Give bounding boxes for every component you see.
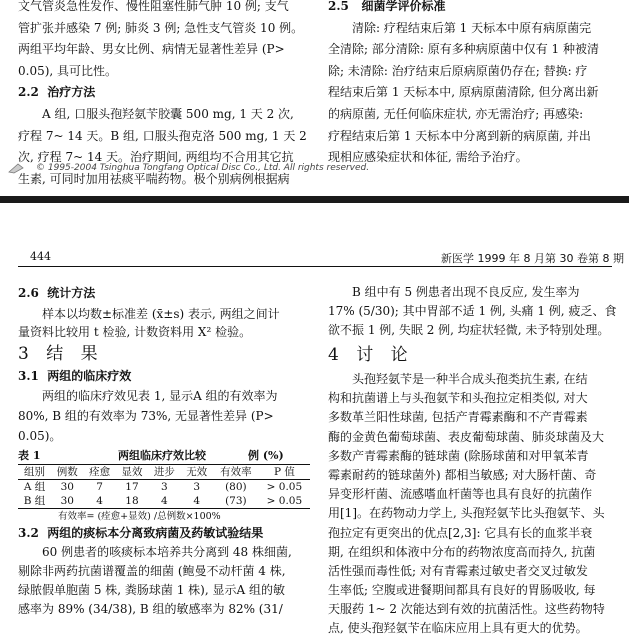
table-header-cell: 例数	[51, 464, 83, 479]
text-line: 0.05), 具可比性。	[18, 63, 118, 78]
table-header-cell: 痊愈	[83, 464, 115, 479]
table-cell: A 组	[23, 480, 46, 493]
page-curl-icon	[8, 162, 24, 174]
table-header-cell: 有效率	[213, 464, 259, 479]
text-line: 孢拉定有更突出的优点[2,3]: 它具有长的血浆半衰	[328, 525, 593, 540]
text-line: 多数革兰阳性球菌, 包括产青霉素酶和不产青霉素	[328, 410, 588, 425]
section-heading-2-6: 2.6 统计方法	[18, 286, 96, 300]
table-cell: 3	[160, 480, 168, 493]
table-unit: 例 (%)	[248, 448, 284, 462]
text-line: 欲不振 1 例, 失眠 2 例, 均症状轻微, 未予特别处理。	[328, 323, 610, 337]
text-line: 霉素耐药的链球菌外) 都相当敏感; 对大肠杆菌、奇	[328, 467, 597, 482]
page-number: 444	[30, 250, 51, 263]
table-note: 有效率= (痊愈+显效) /总例数×100%	[58, 510, 221, 522]
text-line: 两组平均年龄、男女比例、病情无显著性差异 (P>	[18, 42, 285, 57]
text-line: 文气管炎急性发作、慢性阻塞性肺气肿 10 例; 支气	[18, 0, 289, 13]
top-left-column	[18, 0, 310, 190]
table-cell: 30	[51, 494, 83, 509]
text-line: 活性强而毒性低; 对有青霉素过敏史者交叉过敏发	[328, 563, 588, 578]
text-line: 样本以均数±标准差 (x̄±s) 表示, 两组之间计	[42, 306, 280, 321]
table-cell: 30	[60, 480, 74, 493]
text-line: 疗程结束后第 1 天标本中分离到新的病原菌, 并出	[328, 128, 591, 143]
page-separator-bar	[0, 196, 629, 203]
text-line: 0.05)。	[18, 428, 62, 443]
text-line: 两组的临床疗效见表 1, 显示A 组的有效率为	[42, 388, 278, 403]
table-caption-row	[18, 448, 310, 464]
table-cell: 4	[148, 494, 180, 509]
text-line: 生素, 可同时加用祛痰平喘药物。极个别病例根据病	[18, 171, 290, 186]
text-line: 程结束后第 1 天标本中, 原病原菌清除, 但分离出新	[328, 85, 599, 100]
text-line: 80%, B 组的有效率为 73%, 无显著性差异 (P>	[18, 408, 274, 423]
table-header-cell: 组别	[18, 464, 51, 479]
table-cell: 7	[96, 480, 103, 493]
table-header-cell: 显效	[116, 464, 148, 479]
text-line: 期, 在组织和体液中分布的药物浓度高而持久, 抗菌	[328, 544, 596, 559]
table-cell: B 组	[18, 494, 51, 509]
table-cell: > 0.05	[266, 480, 303, 493]
bottom-right-column	[328, 283, 620, 639]
table-cell: 17	[125, 480, 139, 493]
table-cell: 3	[193, 480, 201, 493]
top-right-column	[328, 0, 620, 169]
text-line: 17% (5/30); 其中胃部不适 1 例, 头痛 1 例, 疲乏、食	[328, 304, 617, 318]
table-cell: (73)	[213, 494, 259, 509]
text-line: 现相应感染症状和体征, 需给予治疗。	[328, 150, 528, 165]
text-line: 次, 疗程 7~ 14 天。治疗期间, 两组均不合用其它抗	[18, 150, 294, 165]
text-line: 感率为 89% (34/38), B 组的敏感率为 82% (31/	[18, 601, 283, 616]
text-line: 酶的金黄色葡萄球菌、表皮葡萄球菌、肺炎球菌及大	[328, 429, 605, 444]
text-line: 清除: 疗程结束后第 1 天标本中原有病原菌完	[352, 20, 592, 35]
chapter-heading-4: 4 讨 论	[328, 345, 414, 365]
text-line: A 组, 口服头孢羟氨苄胶囊 500 mg, 1 天 2 次,	[42, 106, 294, 121]
text-line: 异变形杆菌、流感嗜血杆菌等也具有良好的抗菌作	[328, 487, 593, 502]
chapter-heading-3: 3 结 果	[18, 343, 104, 364]
table-cell: (80)	[225, 480, 247, 493]
table-header-cell: P 值	[259, 464, 310, 479]
text-line: 多数产青霉素酶的链球菌 (除肠球菌和对甲氧苯青	[328, 448, 589, 463]
table-label: 表 1	[18, 448, 41, 462]
section-heading-3-1: 3.1 两组的临床疗效	[18, 368, 132, 383]
text-line: 剔除非两药抗菌谱覆盖的细菌 (鲍曼不动杆菌 4 株,	[18, 563, 286, 578]
table-cell: > 0.05	[259, 494, 310, 509]
bottom-left-column	[18, 283, 310, 619]
header-rule	[18, 266, 612, 267]
text-line: B 组中有 5 例患者出现不良反应, 发生率为	[352, 285, 580, 299]
table-row	[18, 479, 310, 494]
table-header-row	[18, 464, 310, 479]
table-caption: 两组临床疗效比较	[118, 448, 206, 462]
section-heading-2-5: 2.5 细菌学评价标准	[328, 0, 446, 13]
table-cell: 4	[181, 494, 213, 509]
text-line: 点, 使头孢羟氨苄在临床应用上具有更大的优势。	[328, 621, 588, 636]
journal-header: 新医学 1999 年 8 月第 30 卷第 8 期	[441, 252, 624, 265]
efficacy-table	[18, 464, 310, 509]
section-heading-2-2: 2.2 治疗方法	[18, 85, 96, 100]
text-line: 生率低; 空腹或进餐期间都具有良好的胃肠吸收, 每	[328, 583, 596, 598]
table-cell: 18	[116, 494, 148, 509]
section-heading-3-2: 3.2 两组的痰标本分离致病菌及药敏试验结果	[18, 525, 264, 540]
text-line: 构和抗菌谱上与头孢氨苄和头孢拉定相类似, 对大	[328, 391, 588, 406]
text-line: 量资料比较用 t 检验, 计数资料用 X² 检验。	[18, 324, 252, 339]
text-line: 除; 未清除: 治疗结束后原病原菌仍存在; 替换: 疗	[328, 63, 588, 78]
text-line: 60 例患者的咳痰标本培养共分离到 48 株细菌,	[42, 544, 292, 559]
table-row	[18, 494, 310, 509]
text-line: 用[1]。在药物动力学上, 头孢羟氨苄比头孢氨苄、头	[328, 506, 605, 521]
table-header-cell: 无效	[181, 464, 213, 479]
text-line: 头孢羟氨苄是一种半合成头孢类抗生素, 在结	[352, 372, 588, 386]
text-line: 绿脓假单胞菌 5 株, 粪肠球菌 1 株), 显示A 组的敏	[18, 582, 285, 597]
text-line: 天服药 1~ 2 次能达到有效的抗菌活性。这些药物特	[328, 602, 605, 617]
table-cell: 4	[83, 494, 115, 509]
text-line: 管扩张并感染 7 例; 肺炎 3 例; 急性支气管炎 10 例。	[18, 20, 304, 35]
text-line: 的病原菌, 无任何临床症状, 亦无需治疗; 再感染:	[328, 106, 584, 121]
text-line: 全清除; 部分清除: 原有多种病原菌中仅有 1 种被清	[328, 42, 599, 57]
table-header-cell: 进步	[148, 464, 180, 479]
text-line: 疗程 7~ 14 天。B 组, 口服头孢克洛 500 mg, 1 天 2	[18, 128, 307, 143]
copyright-notice: © 1995-2004 Tsinghua Tongfang Optical Disc Co., Ltd. All rights reserved.	[36, 163, 370, 173]
